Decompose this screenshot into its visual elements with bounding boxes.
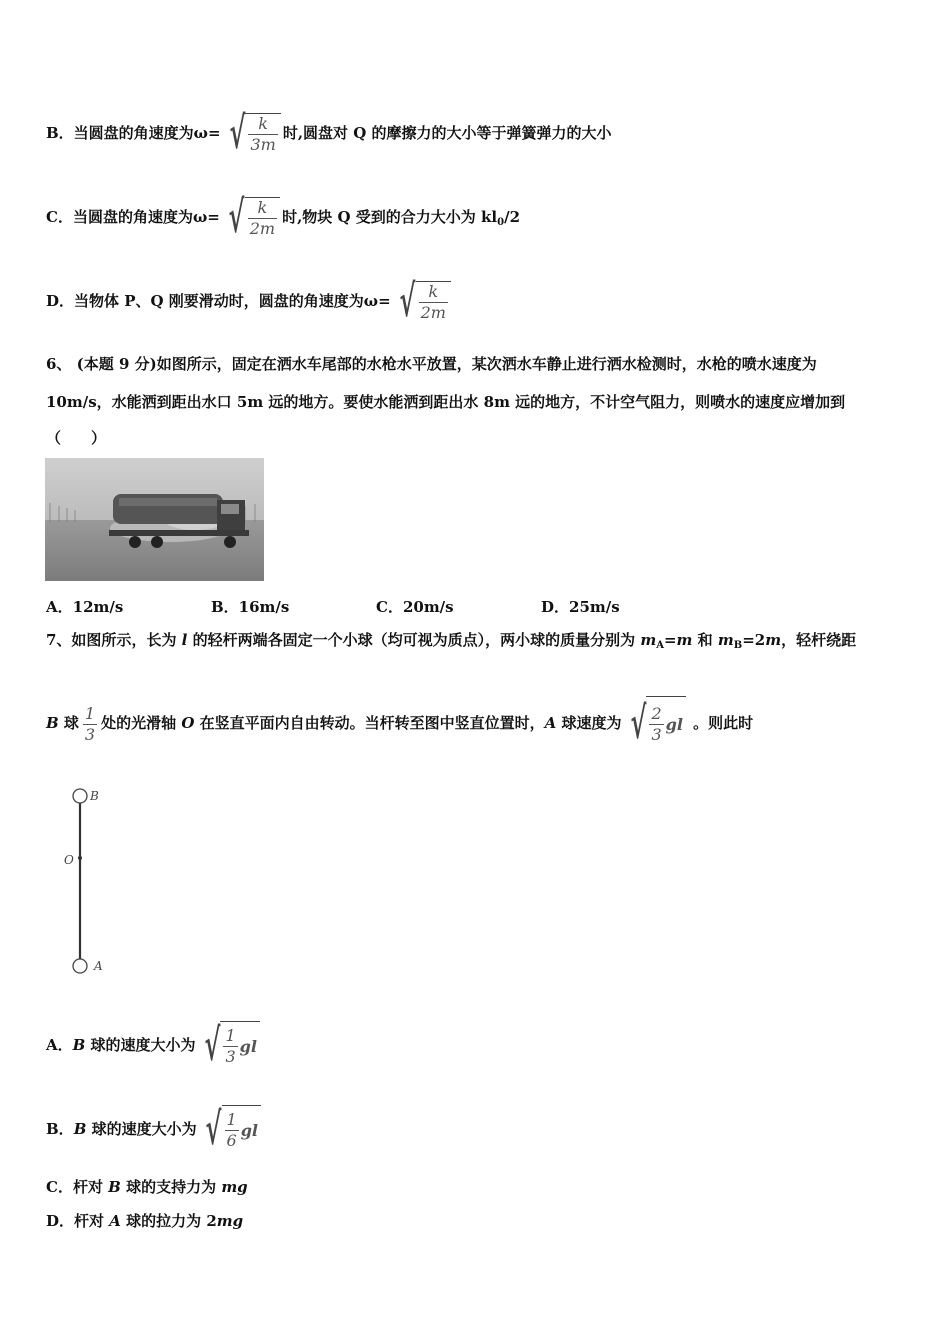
var-m: m: [676, 631, 693, 649]
q5-option-c-tail: 时,物块 Q 受到的合力大小为 kl: [282, 208, 498, 226]
sqrt-two-thirds-gl: √ $\frac{2}{3}$ gl: [624, 696, 686, 753]
q5-option-b-tail: 时,圆盘对 Q 的摩擦力的大小等于弹簧弹力的大小: [282, 124, 612, 142]
frac-num: k: [257, 198, 268, 217]
option-label: A．: [46, 1036, 73, 1054]
option-text: 球的速度大小为: [85, 1036, 196, 1054]
frac-den: 6: [226, 1131, 237, 1150]
sqrt-k-2m: √ $\frac{k}{2m}$: [393, 280, 451, 324]
equals: =2: [742, 631, 766, 649]
sqrt-k-3m: √ $\frac{k}{3m}$: [223, 112, 281, 156]
q5-option-d: [46, 276, 453, 327]
option-text: 球的支持力为: [120, 1178, 222, 1196]
frac-den: 2m: [420, 303, 446, 322]
equals: =: [663, 631, 677, 649]
frac-den: 3: [651, 725, 662, 744]
frac-den: 3: [84, 724, 96, 744]
gl: gl: [240, 1120, 258, 1140]
q7-text: ，轻杆绕距: [781, 631, 857, 649]
q6-line-2: 10m/s，水能洒到距出水口 5m 远的地方。要使水能洒到距出水 8m 远的地方，不计空气阻力，则喷水的速度应增加到: [46, 393, 846, 411]
sprinkler-truck-photo: [45, 458, 264, 581]
q7-text: 球速度为: [556, 714, 622, 732]
var-b: B: [46, 714, 59, 732]
option-label: C．杆对: [46, 1178, 109, 1196]
pivot-o: [78, 856, 82, 860]
q6-option-a: A．12m/s: [46, 598, 124, 616]
ball-a: [73, 959, 87, 973]
q7-option-a: [46, 1020, 262, 1072]
frac-num: k: [258, 114, 268, 133]
q6-option-b: B．16m/s: [211, 598, 290, 616]
var-m: m: [717, 631, 734, 649]
var-m: m: [640, 631, 657, 649]
sqrt-one-third-gl: √ $\frac{1}{3}$ gl: [198, 1021, 260, 1072]
gl: gl: [239, 1036, 257, 1056]
subscript-0: 0: [497, 217, 505, 228]
frac-num: 1: [84, 703, 96, 723]
rod-diagram: [44, 780, 124, 980]
ball-b: [73, 789, 87, 803]
q7-text: 处的光滑轴: [101, 714, 182, 732]
frac-num: 1: [226, 1110, 237, 1129]
var-l: l: [181, 631, 188, 649]
var-a: A: [109, 1212, 121, 1230]
q7-text: 7、如图所示，长为: [46, 631, 182, 649]
q7-text: 的轻杆两端各固定一个小球（均可视为质点），两小球的质量分别为: [187, 631, 641, 649]
frac-den: 3: [225, 1047, 236, 1066]
frac-den: 3m: [250, 135, 276, 154]
frac-num: 2: [651, 704, 662, 723]
q7-line-2: [46, 695, 753, 753]
subscript-b: B: [733, 640, 743, 651]
q6-option-c: C．20m/s: [376, 598, 454, 616]
q7-line-1: [46, 630, 856, 656]
frac-num: 1: [225, 1026, 236, 1045]
q6-option-d: D．25m/s: [541, 598, 620, 616]
q6-line-1: 6、 (本题 9 分)如图所示，固定在洒水车尾部的水枪水平放置，某次洒水车静止进行洒水检测时，水枪的喷水速度为: [46, 355, 817, 373]
var-b: B: [73, 1120, 87, 1138]
q7-option-d: [46, 1211, 243, 1231]
fraction-one-third: [83, 704, 97, 745]
sqrt-k-2m: √ $\frac{k}{2m}$: [222, 196, 280, 240]
option-text: 球的拉力为 2: [120, 1212, 217, 1230]
q6-line-3: （ ）: [46, 429, 107, 447]
option-text: 球的速度大小为: [86, 1120, 197, 1138]
q7-option-c: [46, 1177, 248, 1197]
var-o: O: [181, 714, 195, 732]
q7-option-b: [46, 1104, 263, 1156]
var-m: m: [765, 631, 782, 649]
var-b: B: [72, 1036, 86, 1054]
q7-text: 和: [692, 631, 718, 649]
q7-text: 在竖直平面内自由转动。当杆转至图中竖直位置时，: [194, 714, 545, 732]
q5-option-d-label: D．当物体 P、Q 刚要滑动时，圆盘的角速度为ω=: [46, 292, 391, 310]
var-mg: mg: [221, 1178, 248, 1196]
frac-num: k: [428, 282, 439, 301]
label-o: O: [64, 853, 74, 867]
frac-den: 2m: [249, 219, 276, 238]
q6-options: [46, 596, 620, 617]
q5-option-c: [46, 192, 521, 243]
var-b: B: [108, 1178, 121, 1196]
q7-text: 。则此时: [687, 714, 754, 732]
label-a: A: [94, 959, 103, 973]
q7-text: 球: [58, 714, 79, 732]
q5-option-c-tail-end: /2: [504, 208, 521, 226]
var-a: A: [544, 714, 557, 732]
sqrt-one-sixth-gl: √ $\frac{1}{6}$ gl: [199, 1105, 261, 1156]
subscript-a: A: [656, 640, 664, 651]
q5-option-c-label: C．当圆盘的角速度为ω=: [46, 208, 220, 226]
label-b: B: [90, 789, 99, 803]
q5-option-b-label: B．当圆盘的角速度为ω=: [46, 124, 221, 142]
option-label: D．杆对: [46, 1212, 110, 1230]
option-label: B．: [46, 1120, 74, 1138]
q5-option-b: [46, 108, 612, 159]
gl: gl: [665, 714, 683, 734]
var-mg: mg: [216, 1212, 244, 1230]
